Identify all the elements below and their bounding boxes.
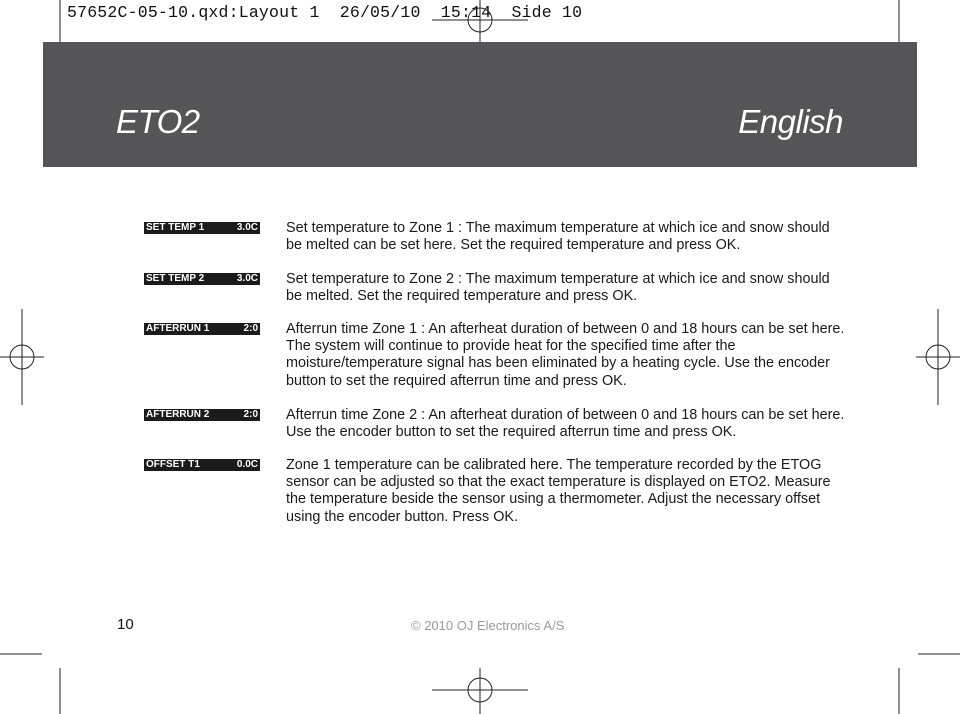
- description-offset-t1: Zone 1 temperature can be calibrated here. The temperature recorded by the ETOG sensor can be adjusted so that the exact temperature is displayed on ETO2. Measure the temperature beside the sensor using a thermometer. Adjust the necessary offset using the encoder button. Press OK.: [286, 457, 831, 525]
- description-set-temp-2: Set temperature to Zone 2 : The maximum temperature at which ice and snow should be melted. Set the required temperature and press OK.: [286, 271, 830, 305]
- description-set-temp-1: Set temperature to Zone 1 : The maximum temperature at which ice and snow should be melted can be set here. Set the required temperature and press OK.: [286, 220, 830, 254]
- copyright-footer: © 2010 OJ Electronics A/S: [411, 618, 565, 633]
- lcd-value: 2:0: [243, 323, 258, 334]
- lcd-afterrun-2: [144, 409, 260, 421]
- description-afterrun-1: Afterrun time Zone 1 : An afterheat duration of between 0 and 18 hours can be set here. The system will continue to provide heat for the specified time after the moisture/temperature signal has been eliminated by a heating cycle. Use the encoder button to set the required afterrun time and press OK.: [286, 321, 845, 389]
- lcd-value: 0.0C: [236, 459, 258, 470]
- print-slug-line: 57652C-05-10.qxd:Layout 1 26/05/10 15:14 Side 10: [67, 3, 583, 22]
- product-title: ETO2: [116, 103, 200, 140]
- lcd-label: SET TEMP 1: [146, 222, 205, 233]
- language-label: English: [738, 103, 843, 140]
- lcd-afterrun-1: [144, 323, 260, 335]
- lcd-label: AFTERRUN 1: [146, 323, 210, 334]
- lcd-value: 2:0: [243, 409, 258, 420]
- lcd-label: OFFSET T1: [146, 459, 200, 470]
- page-number: 10: [117, 616, 134, 633]
- lcd-label: SET TEMP 2: [146, 273, 205, 284]
- description-afterrun-2: Afterrun time Zone 2 : An afterheat duration of between 0 and 18 hours can be set here. Use the encoder button to set the required afterrun time and press OK.: [286, 407, 845, 441]
- header-banner: [43, 42, 917, 167]
- lcd-label: AFTERRUN 2: [146, 409, 210, 420]
- lcd-offset-t1: [144, 459, 260, 471]
- lcd-value: 3.0C: [236, 222, 258, 233]
- lcd-set-temp-2: [144, 273, 260, 285]
- lcd-set-temp-1: [144, 222, 260, 234]
- lcd-value: 3.0C: [236, 273, 258, 284]
